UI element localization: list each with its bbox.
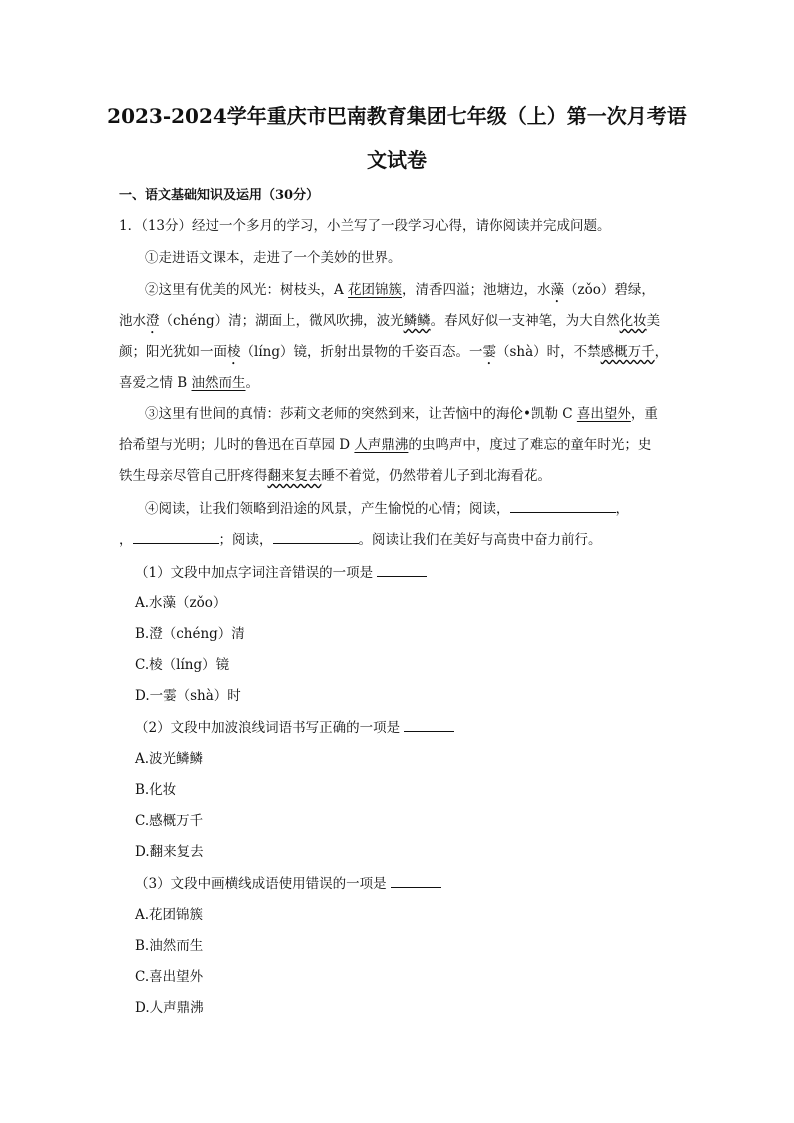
- sub-question-2-stem: [135, 719, 454, 736]
- text: ，重: [630, 406, 658, 422]
- sub-question-3-stem: [135, 875, 441, 892]
- exam-title-line-2: 文试卷: [367, 148, 427, 172]
- text: 颜；阳光犹如一面: [119, 344, 227, 360]
- text: ③这里有世间的真情：莎莉文老师的突然到来，让苦恼中的海伦•凯勒 C: [145, 406, 577, 422]
- sub1-option-c: C.棱（líng）镜: [135, 657, 230, 673]
- text: 喜爱之情 B: [119, 375, 192, 391]
- text: ④阅读，让我们领略到沿途的风景，产生愉悦的心情；阅读，: [145, 501, 510, 517]
- paragraph-2-line-2: [119, 313, 660, 337]
- question-1-intro: 1．（13分）经过一个多月的学习，小兰写了一段学习心得，请你阅读并完成问题。: [119, 218, 611, 234]
- text: ，: [654, 344, 669, 360]
- underlined-idiom-c: 喜出望外: [576, 406, 631, 422]
- exam-title-line-1: 2023-2024学年重庆市巴南教育集团七年级（上）第一次月考语: [107, 104, 687, 128]
- sub3-option-c: C.喜出望外: [135, 969, 204, 985]
- paragraph-4-line-1: [145, 500, 629, 517]
- answer-blank-sub1[interactable]: [377, 564, 427, 577]
- paragraph-1: ①走进语文课本，走进了一个美妙的世界。: [145, 250, 402, 266]
- text: 的虫鸣声中，度过了难忘的童年时光；史: [408, 437, 652, 453]
- paragraph-3-line-2: [119, 437, 651, 453]
- text: （3）文段中画横线成语使用错误的一项是: [135, 876, 391, 892]
- paragraph-4-line-2: [119, 531, 602, 548]
- answer-blank-sub2[interactable]: [404, 719, 454, 732]
- sub3-option-d: D.人声鼎沸: [135, 1000, 204, 1016]
- text: ，清香四溢；池塘边，水: [402, 282, 551, 298]
- sub2-option-c: C.感概万千: [135, 813, 204, 829]
- paragraph-2-line-3: [119, 344, 668, 368]
- text: ，: [119, 532, 133, 548]
- text: （chéng）清；湖面上，微风吹拂，波光: [159, 313, 404, 329]
- underlined-idiom-b: 油然而生: [191, 375, 246, 391]
- wavy-word: 化妆: [619, 313, 647, 329]
- text: （zǒo）碧绿，: [564, 282, 655, 298]
- answer-blank-2[interactable]: [133, 531, 219, 544]
- sub1-option-d: D.一霎（shà）时: [135, 688, 241, 704]
- paragraph-2-line-1: [145, 282, 655, 306]
- dotted-char: 霎: [482, 344, 496, 360]
- sub3-option-b: B.油然而生: [135, 938, 204, 954]
- text: （líng）镜，折射出景物的千姿百态。一: [240, 344, 483, 360]
- sub1-option-a: A.水藻（zǒo）: [135, 595, 227, 611]
- text: 铁生母亲尽管自己肝疼得: [119, 468, 268, 484]
- text: 。阅读让我们在美好与高贵中奋力前行。: [358, 532, 602, 548]
- section-heading: 一、语文基础知识及运用（30分）: [119, 188, 320, 203]
- text: 。春风好似一支神笔，为大自然: [430, 313, 620, 329]
- dotted-char: 澄: [146, 313, 160, 329]
- text: ②这里有优美的风光：树枝头，A: [145, 282, 349, 298]
- sub2-option-d: D.翻来复去: [135, 844, 204, 860]
- wavy-word: 鳞鳞: [403, 313, 431, 329]
- dotted-char: 藻: [550, 282, 565, 298]
- text: （2）文段中加波浪线词语书写正确的一项是: [135, 720, 405, 736]
- sub2-option-a: A.波光鳞鳞: [135, 751, 204, 767]
- sub2-option-b: B.化妆: [135, 782, 177, 798]
- paragraph-3-line-3: [119, 468, 551, 484]
- sub-question-1-stem: [135, 564, 427, 581]
- sub1-option-b: B.澄（chéng）清: [135, 626, 245, 642]
- text: 。: [245, 375, 260, 391]
- paragraph-2-line-4: [119, 375, 259, 391]
- sub3-option-a: A.花团锦簇: [135, 907, 204, 923]
- answer-blank-3[interactable]: [273, 531, 359, 544]
- answer-blank-sub3[interactable]: [391, 875, 441, 888]
- text: （1）文段中加点字词注音错误的一项是: [135, 565, 378, 581]
- text: ；阅读，: [218, 532, 273, 548]
- text: 池水: [119, 313, 146, 329]
- wavy-word: 感概万千: [600, 344, 655, 360]
- underlined-idiom-d: 人声鼎沸: [354, 437, 409, 453]
- dotted-char: 棱: [227, 344, 241, 360]
- paragraph-3-line-1: [145, 406, 658, 422]
- answer-blank-1[interactable]: [510, 500, 616, 513]
- text: 拾希望与光明；儿时的鲁迅在百草园 D: [119, 437, 355, 453]
- wavy-word: 翻来复去: [267, 468, 322, 484]
- text: 美: [646, 313, 661, 329]
- underlined-idiom-a: 花团锦簇: [348, 282, 403, 298]
- text: ，: [615, 501, 629, 517]
- text: （shà）时，不禁: [495, 344, 601, 360]
- text: 睡不着觉，仍然带着儿子到北海看花。: [321, 468, 551, 484]
